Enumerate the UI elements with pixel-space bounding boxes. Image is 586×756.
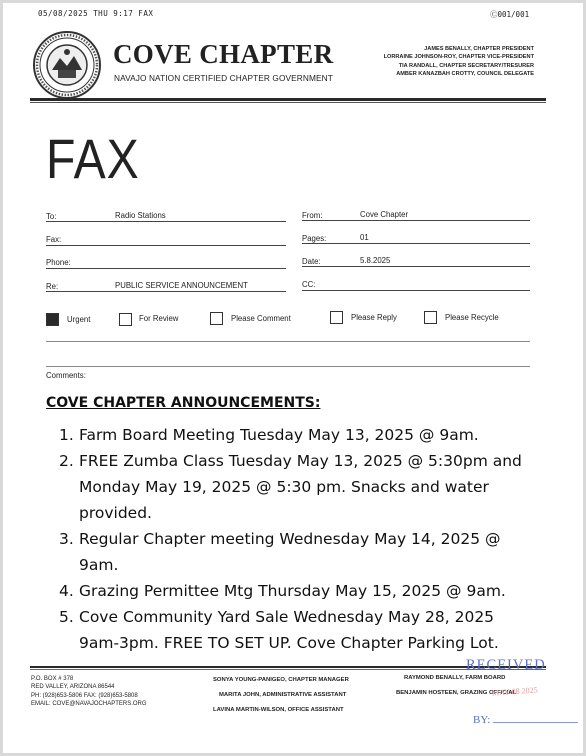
announcement-number: 1. xyxy=(59,426,74,444)
announcement-line: Regular Chapter meeting Wednesday May 14, 2025 @ xyxy=(79,530,501,548)
re-line xyxy=(46,291,286,292)
announcement-line: 9am-3pm. FREE TO SET UP. Cove Chapter Parking Lot. xyxy=(79,634,499,652)
announcement-number: 3. xyxy=(59,530,74,548)
please-comment-label: Please Comment xyxy=(231,314,291,323)
announcement-line: 9am. xyxy=(79,556,119,574)
to-value: Radio Stations xyxy=(115,211,166,220)
urgent-label: Urgent xyxy=(67,315,91,324)
fax-label: Fax: xyxy=(46,235,62,244)
footer-staff-line: LAVINA MARTIN-WILSON, OFFICE ASSISTANT xyxy=(213,707,344,713)
cc-label: CC: xyxy=(302,280,316,289)
footer-address-line: PH: (928)653-5806 FAX: (928)653-5808 xyxy=(31,692,138,699)
chapter-seal-icon xyxy=(32,30,102,100)
footer-address xyxy=(31,675,147,709)
fax-line xyxy=(46,245,286,246)
date-label: Date: xyxy=(302,257,321,266)
organization-subtitle: NAVAJO NATION CERTIFIED CHAPTER GOVERNMENT xyxy=(114,73,333,83)
divider-line xyxy=(46,366,530,367)
announcements-list xyxy=(59,422,539,656)
date-value: 5.8.2025 xyxy=(360,256,391,265)
footer-address-line: EMAIL: COVE@NAVAJOCHAPTERS.ORG xyxy=(31,701,147,708)
pages-value: 01 xyxy=(360,233,369,242)
announcement-item xyxy=(59,604,539,656)
for-review-checkbox[interactable] xyxy=(119,313,132,326)
to-label: To: xyxy=(46,212,57,221)
footer-staff xyxy=(213,673,349,718)
please-recycle-checkbox[interactable] xyxy=(424,311,437,324)
footer-address-line: RED VALLEY, ARIZONA 86544 xyxy=(31,684,115,691)
urgent-checkbox[interactable] xyxy=(46,313,59,326)
officer-line: JAMES BENALLY, CHAPTER PRESIDENT xyxy=(424,46,534,52)
officer-line: AMBER KANAZBAH CROTTY, COUNCIL DELEGATE xyxy=(396,71,534,78)
announcement-text xyxy=(79,448,522,526)
please-reply-checkbox[interactable] xyxy=(330,311,343,324)
officer-line: TIA RANDALL, CHAPTER SECRETARY/TRESURER xyxy=(398,62,534,69)
for-review-label: For Review xyxy=(139,314,179,323)
re-value: PUBLIC SERVICE ANNOUNCEMENT xyxy=(115,281,248,290)
please-comment-checkbox[interactable] xyxy=(210,312,223,325)
announcement-text xyxy=(79,422,479,448)
received-date-stamp: MAY 08 2025 xyxy=(491,685,538,698)
announcement-item xyxy=(59,448,539,526)
footer-staff-line: MARITA JOHN, ADMINISTRATIVE ASSISTANT xyxy=(219,692,347,698)
received-stamp: RECEIVED xyxy=(466,657,546,673)
from-label: From: xyxy=(302,211,323,220)
announcement-text xyxy=(79,526,501,578)
header-divider-thin xyxy=(30,102,546,103)
header-divider xyxy=(30,98,546,101)
announcement-line: Farm Board Meeting Tuesday May 13, 2025 @ 9am. xyxy=(79,426,479,444)
announcement-line: Cove Community Yard Sale Wednesday May 28, 2025 xyxy=(79,608,495,626)
officer-list xyxy=(384,45,534,79)
announcement-text xyxy=(79,604,499,656)
divider-line xyxy=(46,341,530,342)
announcement-number: 2. xyxy=(59,452,74,470)
announcement-line: FREE Zumba Class Tuesday May 13, 2025 @ 5:30pm and xyxy=(79,452,522,470)
announcements-title: COVE CHAPTER ANNOUNCEMENTS: xyxy=(46,395,321,411)
footer-staff-line: SONYA YOUNG-PANIGEO, CHAPTER MANAGER xyxy=(213,677,349,683)
announcement-number: 5. xyxy=(59,608,74,626)
announcement-line: Grazing Permittee Mtg Thursday May 15, 2025 @ 9am. xyxy=(79,582,506,600)
received-by-label: BY: xyxy=(473,714,491,726)
from-line xyxy=(302,220,530,221)
received-by-line xyxy=(493,722,578,723)
officer-line: LORRAINE JOHNSON-ROY, CHAPTER VICE-PRESIDENT xyxy=(383,54,534,61)
announcement-line: Monday May 19, 2025 @ 5:30 pm. Snacks and water xyxy=(79,478,489,496)
to-line xyxy=(46,221,286,222)
from-value: Cove Chapter xyxy=(360,210,409,219)
date-line xyxy=(302,266,530,267)
fax-page xyxy=(3,3,583,753)
cc-line xyxy=(302,290,530,291)
footer-address-line: P.O. BOX # 378 xyxy=(31,676,74,682)
phone-line xyxy=(46,268,286,269)
fax-page-counter: Ⓒ001/001 xyxy=(490,10,530,19)
announcement-number: 4. xyxy=(59,582,74,600)
announcement-item xyxy=(59,526,539,578)
fax-title: FAX xyxy=(46,127,140,190)
footer-board-line: BENJAMIN HOSTEEN, GRAZING OFFICIAL xyxy=(396,690,517,696)
please-recycle-label: Please Recycle xyxy=(445,313,499,322)
phone-label: Phone: xyxy=(46,258,71,267)
re-label: Re: xyxy=(46,282,59,291)
pages-line xyxy=(302,243,530,244)
announcement-text xyxy=(79,578,506,604)
announcement-item xyxy=(59,422,539,448)
fax-transmission-stamp: 05/08/2025 THU 9:17 FAX xyxy=(38,9,154,18)
pages-label: Pages: xyxy=(302,234,327,243)
organization-name: COVE CHAPTER xyxy=(113,39,334,69)
footer-board-line: RAYMOND BENALLY, FARM BOARD xyxy=(404,675,506,681)
comments-label: Comments: xyxy=(46,371,86,380)
announcement-line: provided. xyxy=(79,504,152,522)
please-reply-label: Please Reply xyxy=(351,313,397,322)
announcement-item xyxy=(59,578,539,604)
